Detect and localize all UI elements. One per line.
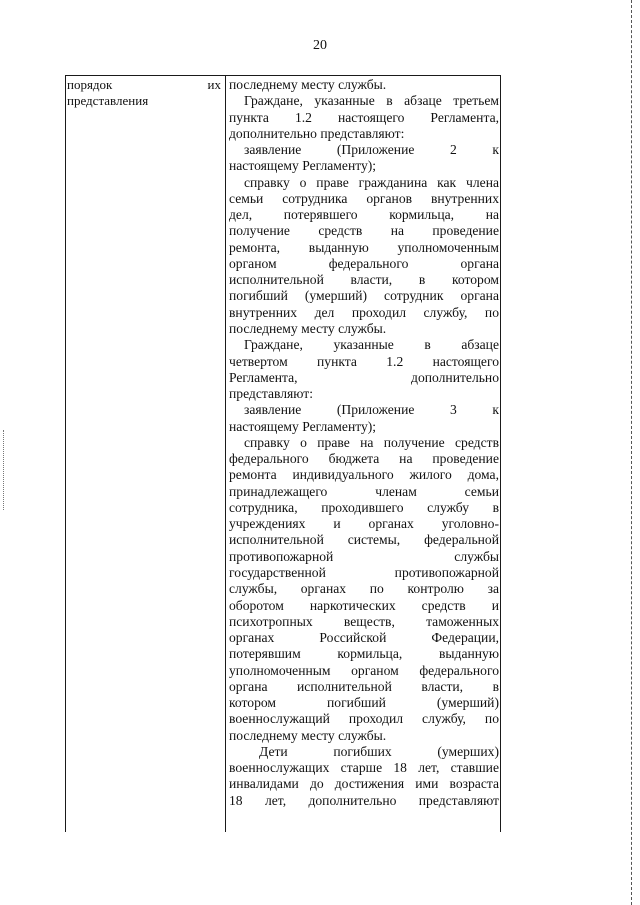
scan-edge-mark <box>3 430 4 510</box>
text-line: инвалидами до достижения ими возраста <box>229 776 499 792</box>
text-line: исполнительной власти, в котором <box>229 272 499 288</box>
text-line: Дети погибших (умерших) <box>259 743 499 759</box>
text-line: дел, потерявшего кормильца, на <box>229 207 499 223</box>
text-line: справку о праве гражданина как члена <box>244 174 499 190</box>
text-line: психотропных веществ, таможенных <box>229 613 499 629</box>
text-line: органах Российской Федерации, <box>229 630 499 646</box>
scan-edge-line <box>631 0 632 905</box>
text-line: органа исполнительной власти, в <box>229 678 499 694</box>
table-column-divider <box>225 75 226 832</box>
text-line: четвертом пункта 1.2 настоящего <box>229 353 499 369</box>
text-line: потерявшим кормильца, выданную <box>229 646 499 662</box>
text-line: последнему месту службы. <box>229 77 387 92</box>
text-line: представляют: <box>229 386 313 402</box>
text-line: Граждане, указанные в абзаце <box>244 337 499 353</box>
text-line: оборотом наркотических средств и <box>229 597 499 613</box>
text-line: военнослужащий проходил службу, по <box>229 711 499 727</box>
text-line: внутренних дел проходил службу, по <box>229 304 499 320</box>
text-line: 18 лет, дополнительно представляют <box>229 792 499 808</box>
text-line: Регламента, дополнительно <box>229 369 499 385</box>
procedure-label-cell <box>67 77 221 110</box>
text-line: пункта 1.2 настоящего Регламента, <box>229 109 499 125</box>
text-line: настоящему Регламенту); <box>229 418 377 434</box>
procedure-label-line-2: представления <box>67 93 149 109</box>
text-line: дополнительно представляют: <box>229 125 405 141</box>
text-line: уполномоченным органом федерального <box>229 662 499 678</box>
text-line: ремонта индивидуального жилого дома, <box>229 467 499 483</box>
text-line: справку о праве на получение средств <box>244 434 499 450</box>
text-line: органом федерального органа <box>229 255 499 271</box>
text-line: учреждениях и органах уголовно- <box>229 516 499 532</box>
text-line: последнему месту службы. <box>229 320 387 336</box>
text-line: федерального бюджета на проведение <box>229 451 499 467</box>
text-line: ремонта, выданную уполномоченным <box>229 239 499 255</box>
table-left-border <box>65 75 66 832</box>
text-line: Граждане, указанные в абзаце третьем <box>244 93 499 109</box>
text-line: службы, органах по контролю за <box>229 581 499 597</box>
text-line: получение средств на проведение <box>229 223 499 239</box>
text-line: противопожарной службы <box>229 548 499 564</box>
text-line: котором погибший (умерший) <box>229 695 499 711</box>
procedure-label-word: их <box>207 77 221 92</box>
table-top-border <box>65 75 500 76</box>
procedure-label-line-1 <box>67 77 221 93</box>
table-right-border <box>500 75 501 832</box>
text-line: военнослужащих старше 18 лет, ставшие <box>229 760 499 776</box>
text-line: погибший (умерший) сотрудник органа <box>229 288 499 304</box>
text-line: принадлежащего членам семьи <box>229 483 499 499</box>
procedure-text-cell <box>229 77 499 809</box>
page-number: 20 <box>313 38 327 53</box>
text-line: заявление (Приложение 2 к <box>244 142 499 158</box>
text-line: государственной противопожарной <box>229 564 499 580</box>
procedure-label-word: порядок <box>67 77 113 92</box>
text-line: заявление (Приложение 3 к <box>244 402 499 418</box>
text-line: настоящему Регламенту); <box>229 158 377 174</box>
text-line: семьи сотрудника органов внутренних <box>229 190 499 206</box>
text-line: сотрудника, проходившего службу в <box>229 499 499 515</box>
text-line: исполнительной системы, федеральной <box>229 532 499 548</box>
text-line: последнему месту службы. <box>229 727 387 743</box>
